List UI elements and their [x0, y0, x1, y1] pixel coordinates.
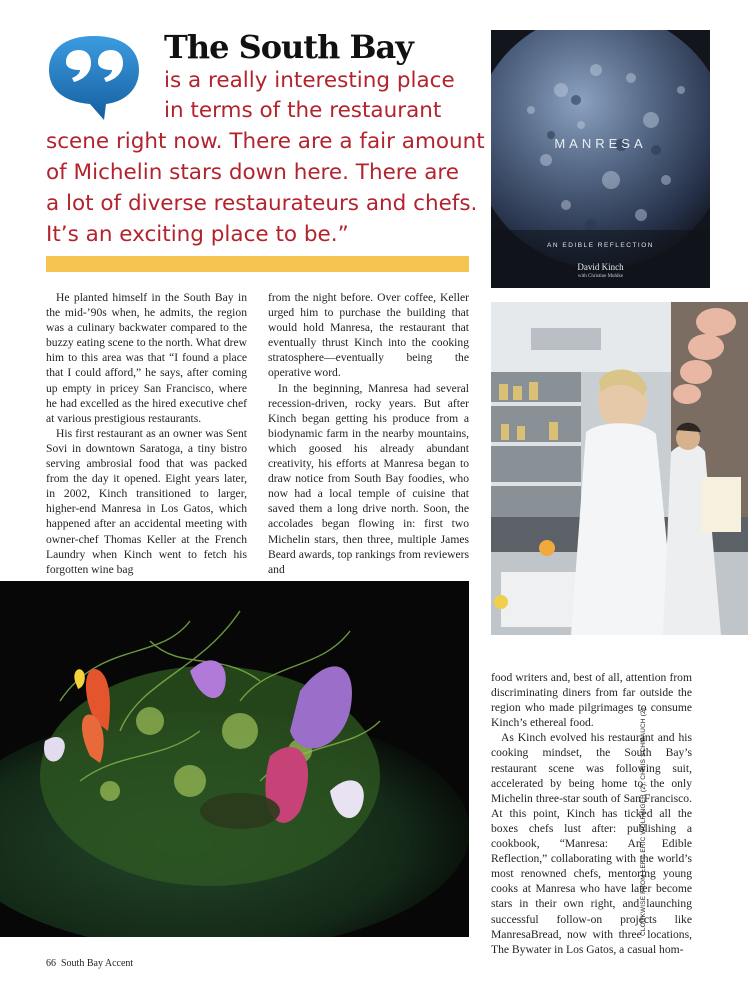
- article-paragraph: from the night before. Over coffee, Keller urged him to purchase the building that would hold Manresa, the restaurant that eventually thrust Kinch into the cooking stratosphere—eventually being the operative word.: [268, 291, 469, 380]
- photo-credit: CLOCKWISE FROM LEFT: ERIC WOLFINGER (2); CHRIS SCHMAUCH (2): [640, 707, 647, 936]
- article-paragraph: In the beginning, Manresa had several recession-driven, rocky years. But after Kinch began getting his produce from a biodynamic farm in the nearby mountains, which goosed his already abundant creativity, his efforts at Manresa began to draw notice from South Bay foodies, who now had a local temple of cuisine that saved them a long drive north. Soon, the accolades began flowing in: first two Michelin stars, then three, multiple James Beard awards, top rankings from reviewers and: [268, 381, 469, 576]
- publication-name: South Bay Accent: [61, 958, 134, 969]
- article-paragraph: He planted himself in the South Bay in the mid-’90s when, he admits, the region was a culinary backwater compared to the buzzy eating scene to the north. What drew him to this area was that “I found a place that I could afford,” he says, after coming up empty in pricey San Francisco, where he had excelled as the hired executive chef at various prestigious restaurants.: [46, 291, 247, 425]
- book-coauthor: with Christine Muhlke: [577, 274, 624, 279]
- page-folio: [46, 958, 133, 969]
- speech-bubble-quote-icon: [46, 32, 142, 122]
- plated-dish-art: [0, 581, 469, 937]
- pull-quote-headline: The South Bay: [164, 28, 413, 66]
- kitchen-scene-art: [491, 302, 748, 635]
- article-paragraph: food writers and, best of all, attention from discriminating diners from far outside the region who made pilgrimages to consume Kinch’s ethereal food.: [491, 671, 692, 730]
- kitchen-photo: [491, 302, 748, 635]
- pull-quote-rule: [46, 256, 469, 272]
- book-cover-image: [491, 30, 710, 288]
- plated-dish-photo: [0, 581, 469, 937]
- pull-quote-line: of Michelin stars down here. There are: [46, 160, 459, 185]
- book-cover-art: [491, 30, 710, 288]
- article-paragraph: As Kinch evolved his restaurant and his cooking mindset, the South Bay’s restaurant scene was following suit, accelerated by being home to the only Michelin three-star south of San Francisco. At this point, Kinch has ticked all the boxes chefs lust after: publishing a cookbook, “Manresa: An Edible Reflection,” collaborating with the world’s most renowned chefs, mentoring young cooks at Manresa who have later become stars in their own right, and launching successful follow-on projects like ManresaBread, now with three locations, The Bywater in Los Gatos, a casual hom-: [491, 731, 692, 956]
- page-number: 66: [46, 958, 56, 969]
- pull-quote-line: It’s an exciting place to be.”: [46, 222, 349, 247]
- book-subtitle: AN EDIBLE REFLECTION: [547, 242, 654, 249]
- pull-quote-line: scene right now. There are a fair amount: [46, 129, 485, 154]
- pull-quote-line: in terms of the restaurant: [164, 98, 442, 123]
- article-column-3: [491, 670, 692, 957]
- article-paragraph: His first restaurant as an owner was Sent Sovi in downtown Saratoga, a tiny bistro serving ambrosial food that was packed from the day it opened. Eight years later, in 2002, Kinch transitioned to larger, higher-end Manresa in Los Gatos, which happened after an accidental meeting with owner-chef Thomas Keller at the French Laundry when Kinch went to fetch his forgotten wine bag: [46, 426, 247, 576]
- pull-quote-line: is a really interesting place: [164, 68, 455, 93]
- book-author: David Kinch: [577, 262, 624, 272]
- article-column-1: [46, 290, 247, 577]
- pull-quote-line: a lot of diverse restaurateurs and chefs.: [46, 191, 478, 216]
- book-title: MANRESA: [554, 136, 647, 151]
- article-column-2: [268, 290, 469, 577]
